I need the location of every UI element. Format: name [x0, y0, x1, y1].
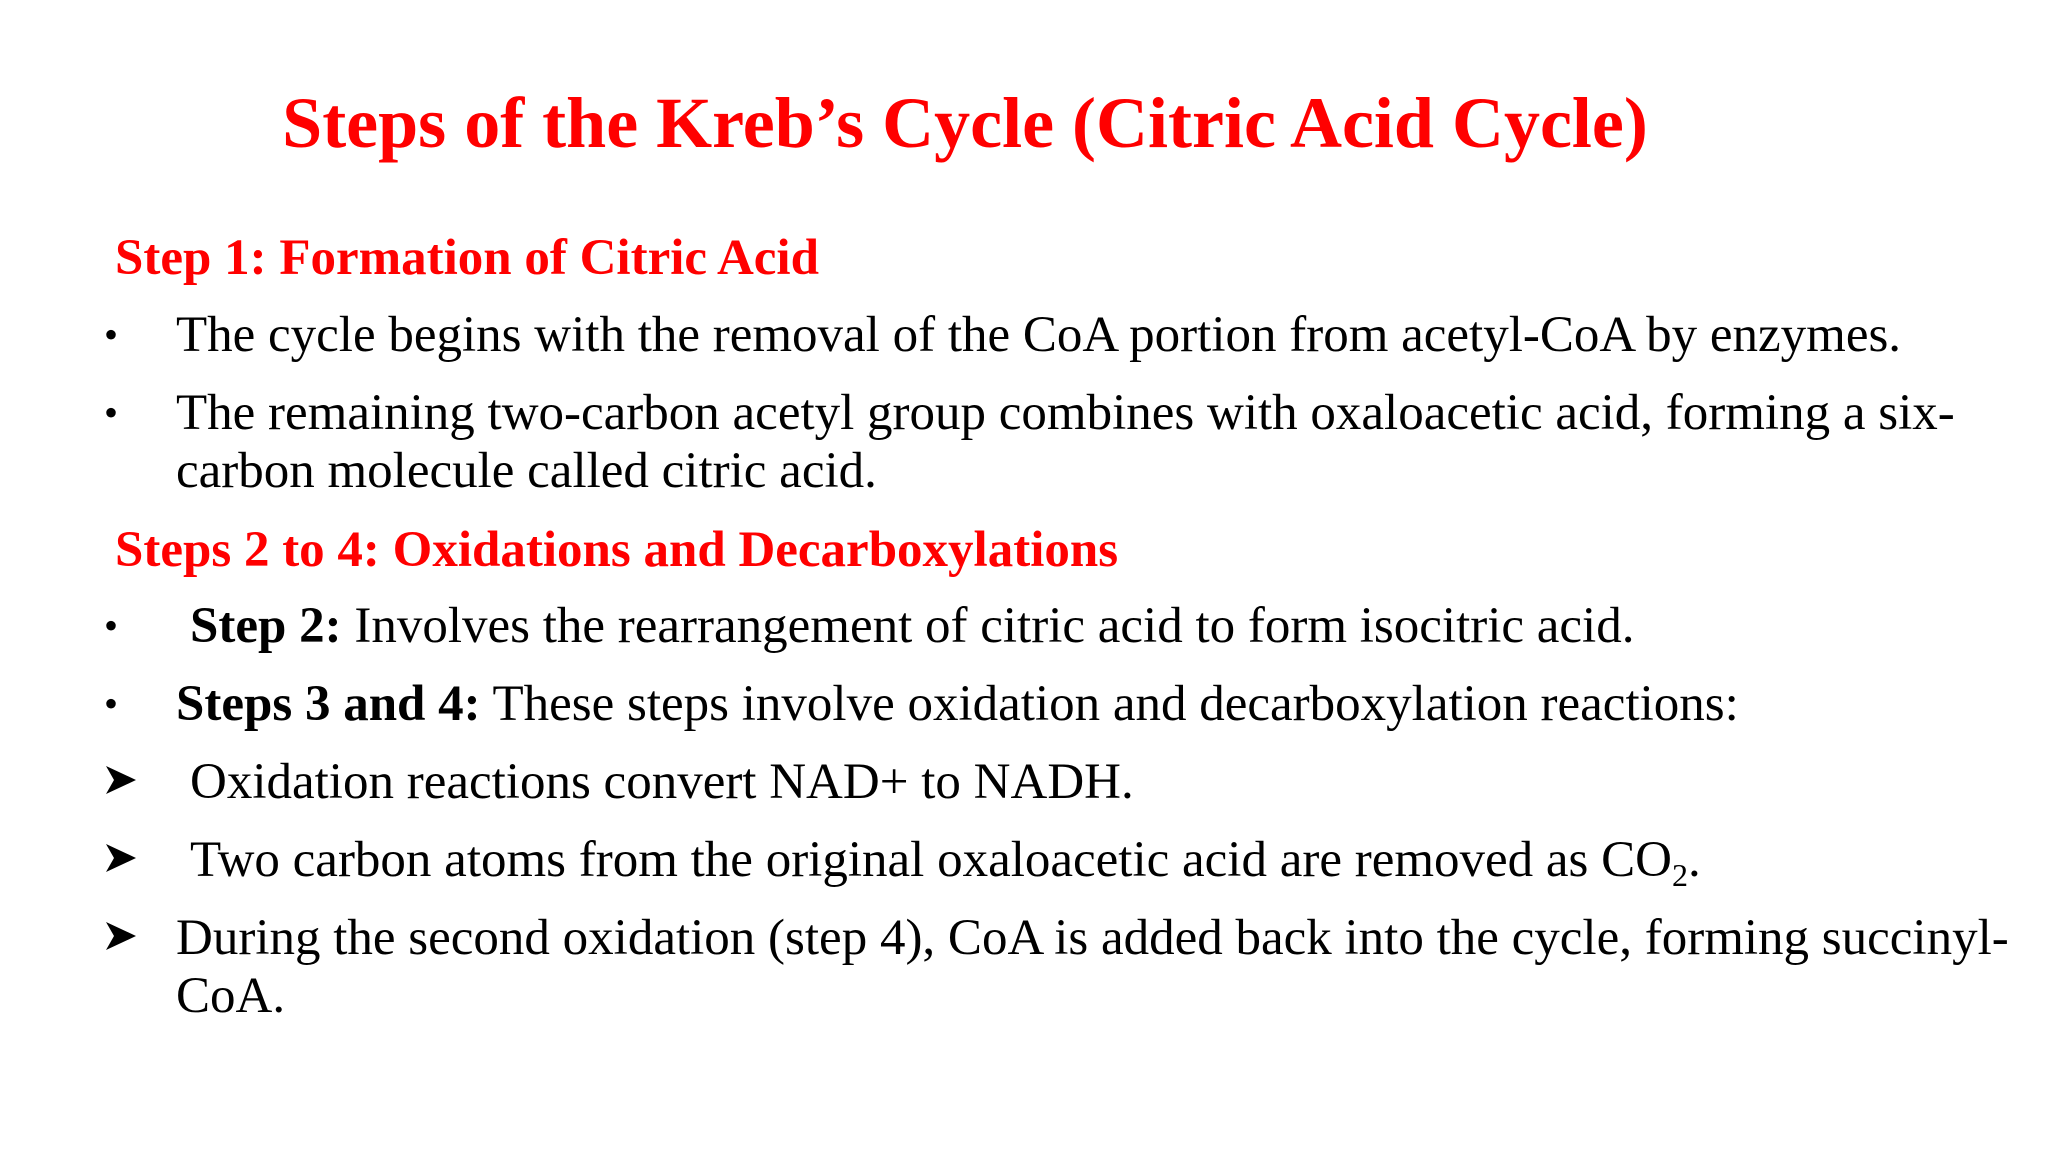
arrowhead-icon — [104, 905, 144, 953]
section-heading-step-1: Step 1: Formation of Citric Acid — [115, 230, 819, 286]
co2-subscript: 2 — [1671, 857, 1688, 893]
bullet-dot-icon: • — [104, 390, 119, 435]
bullet-body: These steps involve oxidation and decarboxylation reactions: — [480, 676, 1739, 732]
bullet-text — [176, 675, 2016, 733]
arrowhead-icon — [104, 749, 144, 797]
bullet-lead: Step 2: — [190, 598, 342, 654]
sub-bullet-text — [190, 831, 2030, 893]
section-heading-steps-2-4: Steps 2 to 4: Oxidations and Decarboxylations — [115, 522, 1119, 578]
bullet-dot-icon: • — [104, 603, 119, 648]
sub-bullet-text: Oxidation reactions convert NAD+ to NADH. — [190, 754, 1134, 810]
bullet-text: The remaining two-carbon acetyl group combines with oxaloacetic acid, forming a six-carbon molecule called citric acid. — [176, 385, 1955, 499]
bullet-dot-icon: • — [104, 681, 119, 726]
bullet-text — [190, 597, 2030, 655]
slide-title: Steps of the Kreb’s Cycle (Citric Acid Cycle) — [282, 83, 1648, 163]
bullet-text: The cycle begins with the removal of the CoA portion from acetyl-CoA by enzymes. — [176, 307, 1902, 363]
sub-bullet-body: Two carbon atoms from the original oxaloacetic acid are removed as CO — [190, 832, 1672, 888]
arrowhead-icon — [104, 827, 144, 875]
bullet-body: Involves the rearrangement of citric acid to form isocitric acid. — [341, 598, 1635, 654]
bullet-dot-icon: • — [104, 312, 119, 357]
bullet-lead: Steps 3 and 4: — [176, 676, 481, 732]
sub-bullet-text: During the second oxidation (step 4), CoA is added back into the cycle, forming succinyl-CoA. — [176, 910, 2009, 1024]
sub-bullet-suffix: . — [1687, 832, 1701, 888]
